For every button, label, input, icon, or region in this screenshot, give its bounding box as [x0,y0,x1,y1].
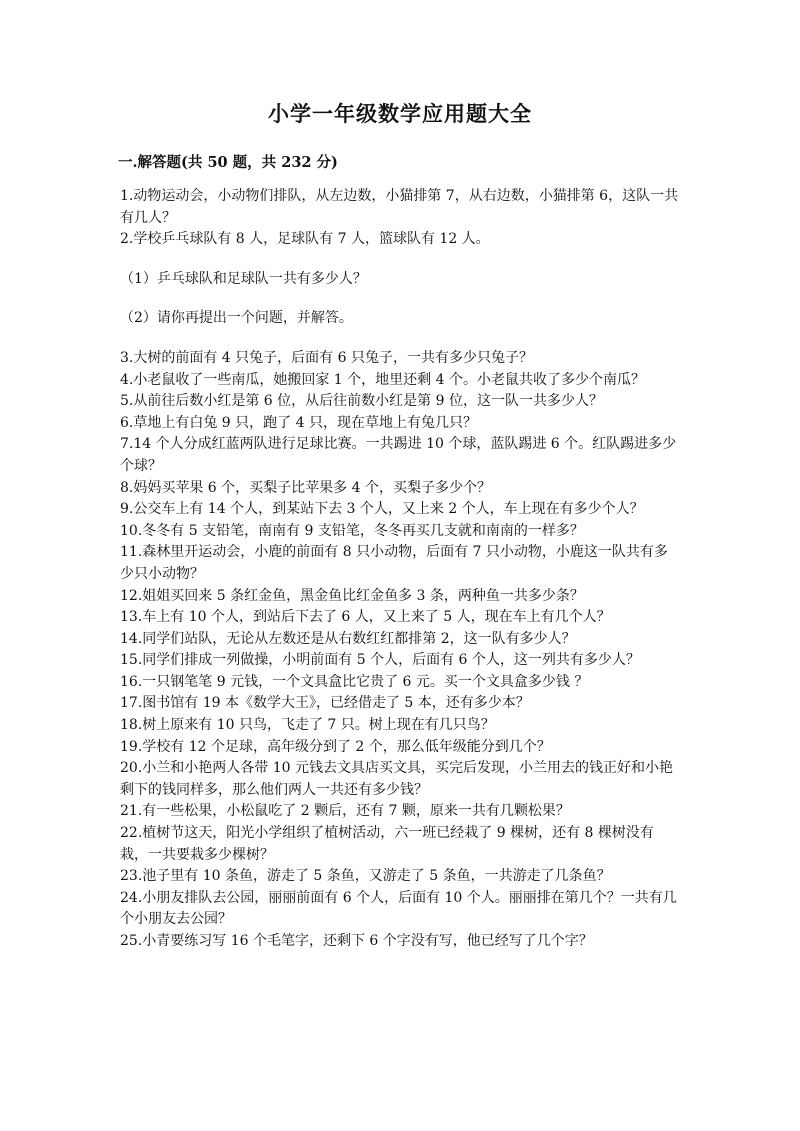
question-item: 2.学校乒乓球队有 8 人，足球队有 7 人，篮球队有 12 人。 [120,231,490,248]
question-item: 9.公交车上有 14 个人，到某站下去 3 个人，又上来 2 个人，车上现在有多少个人？ [120,501,644,518]
question-item: 14.同学们站队，无论从左数还是从右数红红都排第 2，这一队有多少人？ [120,630,576,647]
question-item: 5.从前往后数小红是第 6 位，从后往前数小红是第 9 位，这一队一共多少人？ [120,393,603,410]
spacer [120,330,680,348]
question-item: 18.树上原来有 10 只鸟，飞走了 7 只。树上现在有几只鸟？ [120,717,495,734]
question-item: 7.14 个人分成红蓝两队进行足球比赛。一共踢进 10 个球，蓝队踢进 6 个。红队踢进多少个球？ [120,436,677,474]
question-item: 22.植树节这天，阳光小学组织了植树活动，六一班已经栽了 9 棵树，还有 8 棵树没有栽，一共要栽多少棵树？ [120,825,654,863]
question-item: 21.有一些松果，小松鼠吃了 2 颗后，还有 7 颗，原来一共有几颗松果？ [120,803,570,820]
document-title: 小学一年级数学应用题大全 [268,101,532,126]
question-list [120,186,680,953]
question-item: 16.一只钢笔笔 9 元钱，一个文具盒比它贵了 6 元。买一个文具盒多少钱 ？ [120,673,589,690]
section-heading: 一.解答题(共 50 题，共 232 分) [118,154,338,171]
question-item: 1.动物运动会，小动物们排队，从左边数，小猫排第 7，从右边数，小猫排第 6，这队一共有几人？ [120,188,679,226]
question-item: 3.大树的前面有 4 只兔子，后面有 6 只兔子，一共有多少只兔子？ [120,349,533,366]
question-item: 8.妈妈买苹果 6 个，买梨子比苹果多 4 个，买梨子多少个？ [120,479,491,496]
spacer [120,251,680,269]
question-item: 12.姐姐买回来 5 条红金鱼，黑金鱼比红金鱼多 3 条，两种鱼一共多少条？ [120,587,584,604]
question-item: 11.森林里开运动会，小鹿的前面有 8 只小动物，后面有 7 只小动物，小鹿这一队共有多少只小动物？ [120,544,668,582]
question-item: 20.小兰和小艳两人各带 10 元钱去文具店买文具，买完后发现，小兰用去的钱正好和小艳剩下的钱同样多，那么他们两人一共还有多少钱？ [120,760,673,798]
sub-question-item: （1）乒乓球队和足球队一共有多少人？ [120,270,367,287]
question-item: 24.小朋友排队去公园，丽丽前面有 6 个人，后面有 10 个人。丽丽排在第几个？一共有几个小朋友去公园？ [120,889,677,928]
question-item: 4.小老鼠收了一些南瓜，她搬回家 1 个，地里还剩 4 个。小老鼠共收了多少个南瓜？ [120,371,645,388]
question-item: 15.同学们排成一列做操，小明前面有 5 个人，后面有 6 个人，这一列共有多少人？ [120,652,640,669]
question-item: 6.草地上有白兔 9 只，跑了 4 只，现在草地上有兔几只？ [120,414,477,431]
question-item: 19.学校有 12 个足球，高年级分到了 2 个，那么低年级能分到几个？ [120,738,551,755]
question-item: 10.冬冬有 5 支铅笔，南南有 9 支铅笔，冬冬再买几支就和南南的一样多？ [120,522,584,539]
question-item: 17.图书馆有 19 本《数学大王》，已经借走了 5 本，还有多少本？ [120,695,530,712]
question-item: 13.车上有 10 个人，到站后下去了 6 人，又上来了 5 人，现在车上有几个人？ [120,609,611,626]
question-item: 25.小青要练习写 16 个毛笔字，还剩下 6 个字没有写，他已经写了几个字？ [120,933,593,949]
sub-question-item: （2）请你再提出一个问题，并解答。 [120,310,353,327]
question-item: 23.池子里有 10 条鱼，游走了 5 条鱼，又游走了 5 条鱼，一共游走了几条鱼？ [120,868,611,885]
spacer [120,290,680,308]
